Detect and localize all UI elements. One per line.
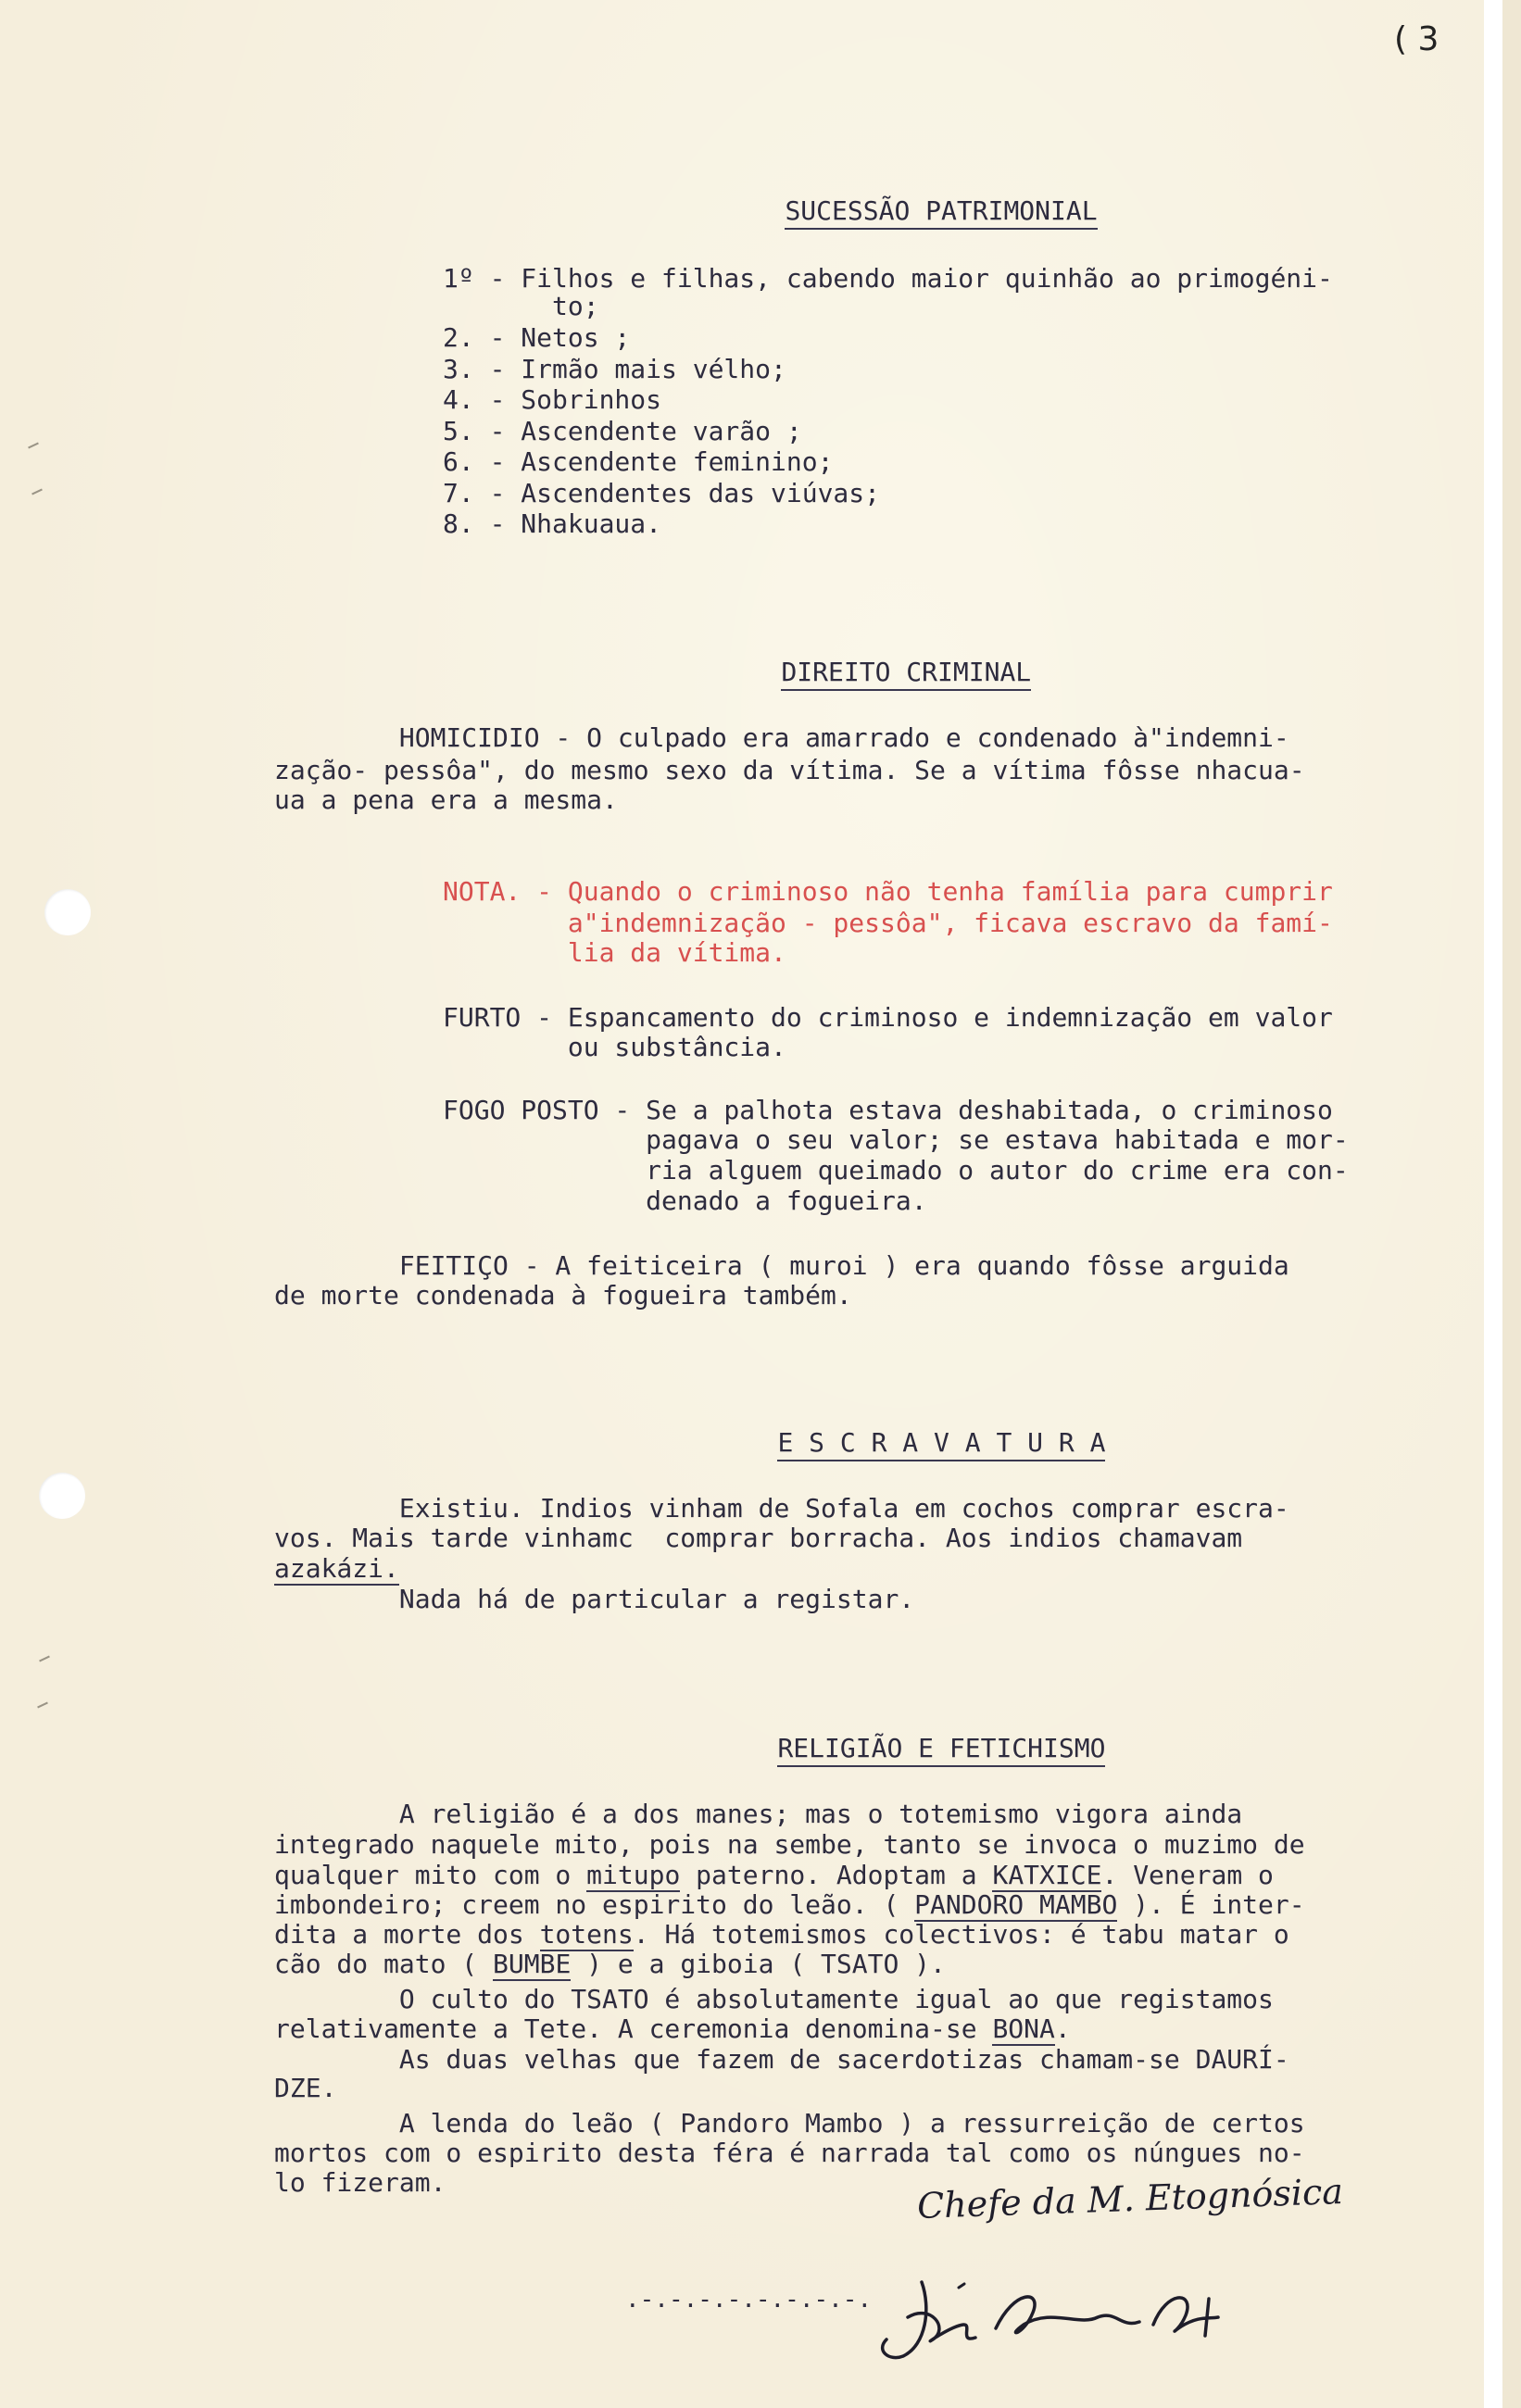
- slavery-term-line: [274, 1553, 399, 1585]
- text-run: cão do mato (: [274, 1949, 494, 1979]
- furto-line: FURTO - Espancamento do criminoso e indemnização em valor: [443, 1002, 1333, 1033]
- fogo-posto-line: denado a fogueira.: [443, 1185, 927, 1216]
- punch-hole-top: [44, 889, 91, 935]
- homicidio-line: zação- pessôa", do mesmo sexo da vítima. Se a vítima fôsse nhacua-: [274, 755, 1305, 785]
- slavery-last-line: Nada há de particular a registar.: [274, 1584, 915, 1614]
- text-run: . Há totemismos colectivos: é tabu matar o: [633, 1919, 1289, 1950]
- religion-line: [274, 1919, 1289, 1950]
- slavery-term: azakázi.: [274, 1553, 399, 1584]
- slavery-line: Existiu. Indios vinham de Sofala em cochos comprar escra-: [274, 1493, 1289, 1524]
- text-run: dita a morte dos: [274, 1919, 540, 1950]
- succession-item: 6. - Ascendente feminino;: [443, 446, 834, 477]
- feitico-line: FEITIÇO - A feiticeira ( muroi ) era quando fôsse arguida: [274, 1250, 1289, 1281]
- succession-item: 4. - Sobrinhos: [443, 384, 662, 415]
- term-pandoro-mambo: PANDORO MAMBO: [914, 1889, 1118, 1920]
- text-run: paterno. Adoptam a: [680, 1860, 993, 1890]
- heading-succession-text: SUCESSÃO PATRIMONIAL: [785, 195, 1097, 230]
- punch-hole-bottom: [39, 1473, 85, 1519]
- term-bumbe: BUMBE: [493, 1949, 572, 1979]
- succession-item: 8. - Nhakuaua.: [443, 508, 662, 539]
- slavery-line: vos. Mais tarde vinhamc comprar borracha. Aos indios chamavam: [274, 1523, 1243, 1553]
- heading-slavery-text: E S C R A V A T U R A: [777, 1427, 1105, 1461]
- succession-item: 7. - Ascendentes das viúvas;: [443, 478, 881, 508]
- handwritten-signature: [653, 2271, 1246, 2373]
- succession-item: to;: [443, 291, 599, 321]
- fogo-posto-line: ria alguem queimado o autor do crime era con-: [443, 1155, 1349, 1185]
- margin-mark: [39, 1656, 50, 1662]
- margin-mark: [31, 489, 43, 495]
- heading-criminal-text: DIREITO CRIMINAL: [781, 657, 1031, 691]
- religion-line: DZE.: [274, 2073, 337, 2103]
- fogo-posto-line: pagava o seu valor; se estava habitada e mor-: [443, 1124, 1349, 1155]
- nota-line: a"indemnização - pessôa", ficava escravo da famí-: [443, 908, 1333, 938]
- text-run: imbondeiro; creem no espirito do leão. (: [274, 1889, 915, 1920]
- heading-religion-text: RELIGIÃO E FETICHISMO: [777, 1733, 1105, 1767]
- text-run: ) e a giboia ( TSATO ).: [571, 1949, 946, 1979]
- term-bona: BONA: [992, 2013, 1055, 2044]
- heading-succession: [723, 165, 1098, 260]
- religion-line: [274, 2013, 1071, 2045]
- religion-line: integrado naquele mito, pois na sembe, tanto se invoca o muzimo de: [274, 1829, 1305, 1860]
- succession-item: 5. - Ascendente varão ;: [443, 416, 802, 446]
- page-number: ( 3: [1394, 20, 1439, 58]
- homicidio-line: ua a pena era a mesma.: [274, 784, 618, 815]
- succession-item: 2. - Netos ;: [443, 322, 631, 353]
- religion-line: A lenda do leão ( Pandoro Mambo ) a ressurreição de certos: [274, 2108, 1305, 2138]
- religion-line: [274, 1949, 946, 1980]
- margin-mark: [37, 1702, 48, 1709]
- religion-line: mortos com o espirito desta féra é narrada tal como os núngues no-: [274, 2138, 1305, 2168]
- religion-line: O culto do TSATO é absolutamente igual ao que registamos: [274, 1984, 1274, 2014]
- fogo-posto-line: FOGO POSTO - Se a palhota estava deshabitada, o criminoso: [443, 1095, 1333, 1125]
- text-run: ). É inter-: [1117, 1889, 1305, 1920]
- religion-line: A religião é a dos manes; mas o totemismo vigora ainda: [274, 1799, 1243, 1829]
- religion-line: As duas velhas que fazem de sacerdotizas chamam-se DAURÍ-: [274, 2044, 1289, 2075]
- margin-mark: [28, 443, 39, 449]
- heading-slavery: [715, 1397, 1105, 1492]
- heading-religion: [715, 1702, 1105, 1798]
- term-mitupo: mitupo: [586, 1860, 681, 1890]
- signature-title: Chefe da M. Etognósica: [916, 2170, 1344, 2227]
- term-katxice: KATXICE: [992, 1860, 1102, 1890]
- text-run: . Veneram o: [1101, 1860, 1274, 1890]
- signature-dashes: .-.-.-.-.-.-.-.-.: [625, 2286, 873, 2314]
- text-run: qualquer mito com o: [274, 1860, 587, 1890]
- feitico-line: de morte condenada à fogueira também.: [274, 1280, 852, 1311]
- religion-line: [274, 1860, 1274, 1891]
- heading-criminal: [719, 626, 1031, 721]
- term-totens: totens: [539, 1919, 634, 1950]
- nota-line: lia da vítima.: [443, 937, 786, 968]
- furto-line: ou substância.: [443, 1032, 786, 1062]
- page-edge: [1484, 0, 1502, 2408]
- text-run: .: [1054, 2013, 1071, 2044]
- succession-item: 3. - Irmão mais vélho;: [443, 354, 786, 384]
- succession-item: 1º - Filhos e filhas, cabendo maior quinhão ao primogéni-: [443, 263, 1333, 294]
- nota-line: NOTA. - Quando o criminoso não tenha família para cumprir: [443, 876, 1333, 907]
- homicidio-line: HOMICIDIO - O culpado era amarrado e condenado à"indemni-: [274, 722, 1289, 753]
- text-run: relativamente a Tete. A ceremonia denomina-se: [274, 2013, 993, 2044]
- religion-line: lo fizeram.: [274, 2167, 446, 2198]
- religion-line: [274, 1889, 1305, 1921]
